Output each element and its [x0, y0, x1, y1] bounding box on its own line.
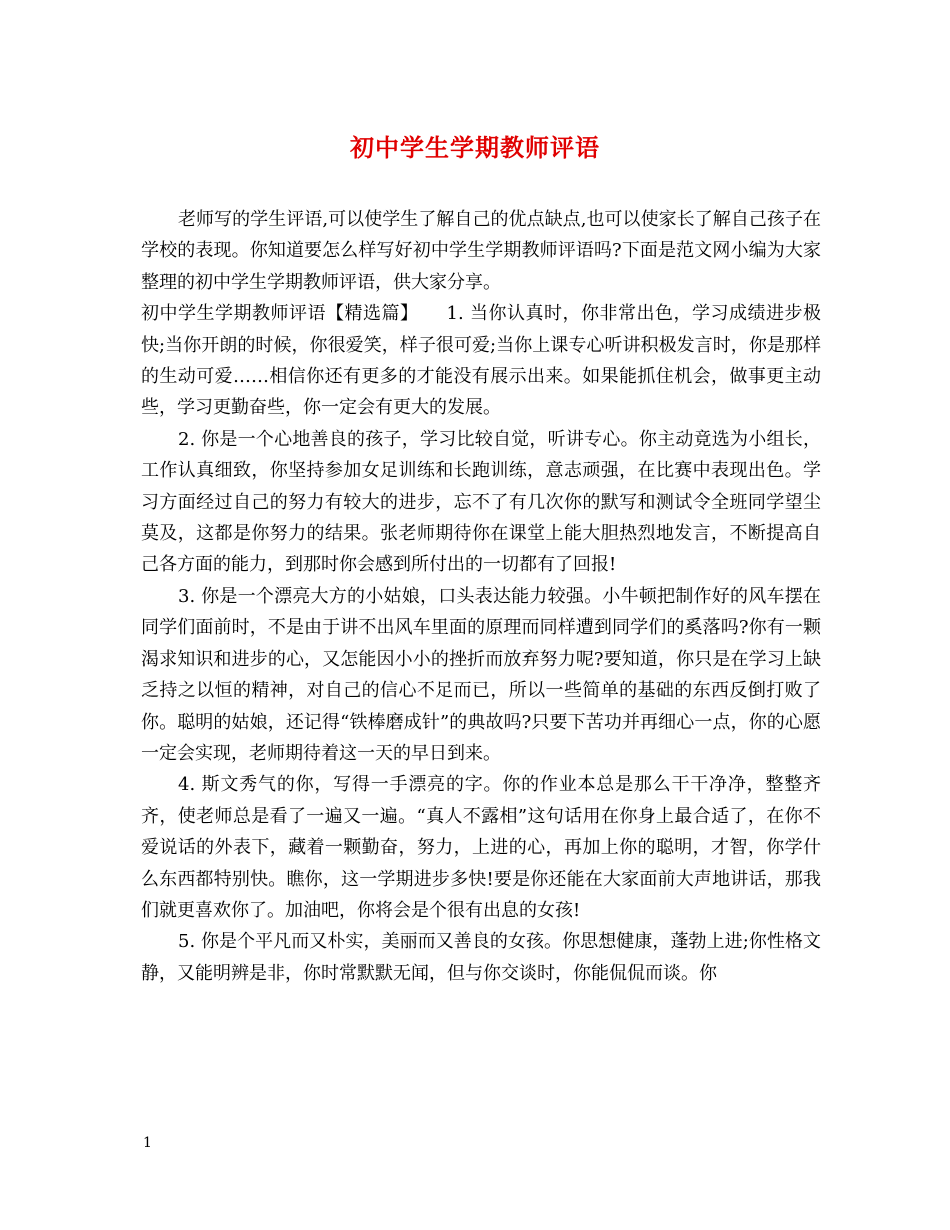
paragraph-comment-5: 5. 你是个平凡而又朴实，美丽而又善良的女孩。你思想健康，蓬勃上进;你性格文静，又能明辨是非，你时常默默无闻，但与你交谈时，你能侃侃而谈。你: [141, 931, 821, 984]
document-title: 初中学生学期教师评语: [350, 133, 600, 162]
page-number: 1: [143, 1135, 152, 1151]
paragraph-comment-1: 初中学生学期教师评语【精选篇】 1. 当你认真时，你非常出色，学习成绩进步极快;当你开朗的时候，你很爱笑，样子很可爱;当你上课专心听讲积极发言时，你是那样的生动可爱……相信你还有更多的才能没有展示出来。如果能抓住机会，做事更主动些，学习更勤奋些，你一定会有更大的发展。: [141, 303, 821, 419]
document-body: [141, 204, 821, 989]
paragraph-comment-2: 2. 你是一个心地善良的孩子，学习比较自觉，听讲专心。你主动竟选为小组长，工作认真细致，你坚持参加女足训练和长跑训练，意志顽强，在比赛中表现出色。学习方面经过自己的努力有较大的进步，忘不了有几次你的默写和测试令全班同学望尘莫及，这都是你努力的结果。张老师期待你在课堂上能大胆热烈地发言，不断提高自己各方面的能力，到那时你会感到所付出的一切都有了回报!: [141, 428, 821, 576]
paragraph-comment-3: 3. 你是一个漂亮大方的小姑娘，口头表达能力较强。小牛顿把制作好的风车摆在同学们面前时，不是由于讲不出风车里面的原理而同样遭到同学们的奚落吗?你有一颗渴求知识和进步的心，又怎能因小小的挫折而放弃努力呢?要知道，你只是在学习上缺乏持之以恒的精神，对自己的信心不足而已，所以一些简单的基础的东西反倒打败了你。聪明的姑娘，还记得“铁棒磨成针”的典故吗?只要下苦功并再细心一点，你的心愿一定会实现，老师期待着这一天的早日到来。: [141, 585, 821, 764]
paragraph-comment-4: 4. 斯文秀气的你，写得一手漂亮的字。你的作业本总是那么干干净净，整整齐齐，使老师总是看了一遍又一遍。“真人不露相”这句话用在你身上最合适了，在你不爱说话的外表下，藏着一颗勤奋，努力，上进的心，再加上你的聪明，才智，你学什么东西都特别快。瞧你，这一学期进步多快!要是你还能在大家面前大声地讲话，那我们就更喜欢你了。加油吧，你将会是个很有出息的女孩!: [141, 774, 821, 921]
paragraph-intro: 老师写的学生评语,可以使学生了解自己的优点缺点,也可以使家长了解自己孩子在学校的表现。你知道要怎么样写好初中学生学期教师评语吗?下面是范文网小编为大家整理的初中学生学期教师评语，供大家分享。: [141, 209, 821, 293]
